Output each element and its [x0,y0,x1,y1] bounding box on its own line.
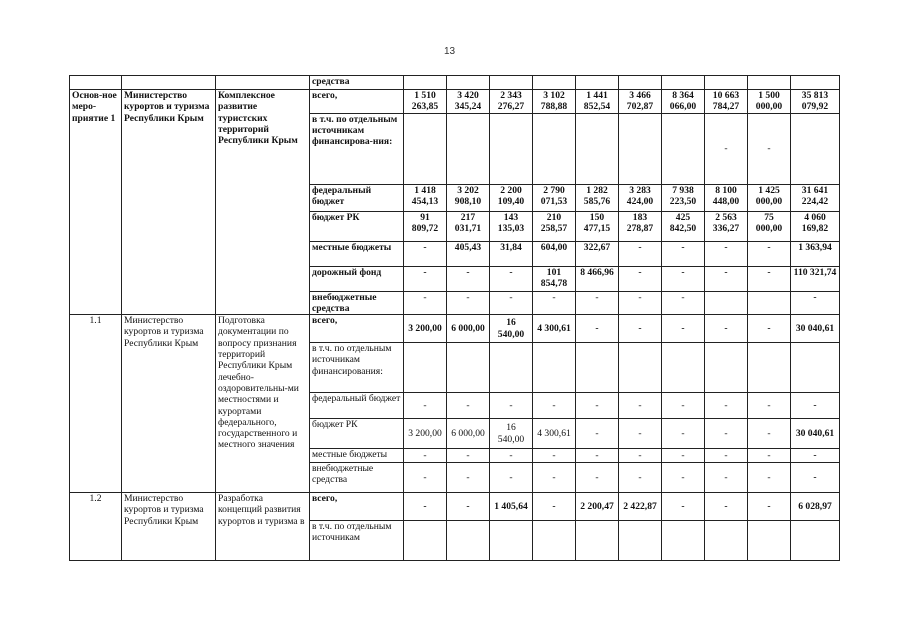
value-cell: - [748,113,791,184]
value-cell [533,521,576,561]
value-cell: - [490,266,533,291]
value-cell: - [447,291,490,315]
value-cell: - [791,291,840,315]
value-cell: - [533,463,576,493]
table-row-continuation [70,76,840,90]
value-cell: - [791,449,840,463]
value-cell [447,113,490,184]
value-cell: - [748,393,791,419]
value-cell: - [705,241,748,266]
value-cell: - [576,463,619,493]
value-cell: - [705,493,748,521]
value-cell: 2 563 336,27 [705,211,748,241]
measure-name: Подготовка документации по вопросу признания территорий Республики Крым лечебно-оздоровительны-ми местностями и курортами федерального, государственного и местного значения [216,315,310,493]
value-cell [619,113,662,184]
value-cell: - [705,463,748,493]
source-label: всего, [310,315,404,343]
value-cell: - [619,419,662,449]
value-cell: 150 477,15 [576,211,619,241]
value-cell: 425 842,50 [662,211,705,241]
value-cell [748,76,791,90]
source-label: местные бюджеты [310,449,404,463]
value-cell: - [619,241,662,266]
measure-name: Разработка концепций развития курортов и туризма в [216,493,310,561]
value-cell: 3 420 345,24 [447,90,490,114]
value-cell: 1 510 263,85 [404,90,447,114]
value-cell: - [705,419,748,449]
value-cell: - [662,463,705,493]
value-cell [748,521,791,561]
value-cell: 2 422,87 [619,493,662,521]
value-cell: - [404,393,447,419]
value-cell: 2 790 071,53 [533,184,576,211]
value-cell: 2 200 109,40 [490,184,533,211]
value-cell [490,113,533,184]
value-cell: 217 031,71 [447,211,490,241]
value-cell: 1 425 000,00 [748,184,791,211]
measure-executor: Министерство курортов и туризма Республики Крым [122,315,216,493]
value-cell [748,343,791,393]
value-cell [791,76,840,90]
value-cell [576,521,619,561]
value-cell [447,343,490,393]
source-label: внебюджетные средства [310,463,404,493]
source-label: внебюджетные средства [310,291,404,315]
value-cell: 1 441 852,54 [576,90,619,114]
value-cell: - [576,419,619,449]
value-cell: - [748,266,791,291]
value-cell: 31,84 [490,241,533,266]
value-cell [404,76,447,90]
value-cell [705,521,748,561]
value-cell: 4 060 169,82 [791,211,840,241]
value-cell: 322,67 [576,241,619,266]
source-label: всего, [310,90,404,114]
value-cell: 3 200,00 [404,315,447,343]
code-cell [70,76,122,90]
value-cell [533,113,576,184]
value-cell [619,521,662,561]
value-cell: 3 283 424,00 [619,184,662,211]
value-cell: - [576,315,619,343]
measure-name-cell [216,76,310,90]
value-cell: 31 641 224,42 [791,184,840,211]
value-cell: - [490,449,533,463]
value-cell: 1 282 585,76 [576,184,619,211]
value-cell [662,343,705,393]
value-cell: - [791,463,840,493]
value-cell: - [662,315,705,343]
value-cell [791,343,840,393]
source-label: дорожный фонд [310,266,404,291]
value-cell: - [748,493,791,521]
value-cell: 4 300,61 [533,419,576,449]
value-cell: - [662,291,705,315]
value-cell [748,291,791,315]
source-label: федеральный бюджет [310,393,404,419]
value-cell: - [705,266,748,291]
value-cell [705,291,748,315]
measure-code: Основ-ное меро-приятие 1 [70,90,122,315]
measure-code: 1.2 [70,493,122,561]
value-cell: - [576,449,619,463]
value-cell: 7 938 223,50 [662,184,705,211]
value-cell: - [748,315,791,343]
value-cell [533,76,576,90]
budget-table [69,75,840,561]
measure-code: 1.1 [70,315,122,493]
value-cell [447,521,490,561]
value-cell: - [705,315,748,343]
value-cell: 183 278,87 [619,211,662,241]
measure-name: Комплексное развитие туристских территорий Республики Крым [216,90,310,315]
value-cell: - [404,291,447,315]
value-cell [576,343,619,393]
value-cell: - [662,449,705,463]
value-cell: - [490,291,533,315]
value-cell: 8 466,96 [576,266,619,291]
value-cell: 3 200,00 [404,419,447,449]
value-cell [490,76,533,90]
value-cell: - [748,241,791,266]
value-cell [576,76,619,90]
value-cell [705,343,748,393]
value-cell: - [619,463,662,493]
value-cell: - [447,493,490,521]
value-cell: - [662,241,705,266]
value-cell: - [748,419,791,449]
table-row-m12-total [70,493,840,521]
table-row-m11-total [70,315,840,343]
value-cell: - [447,463,490,493]
value-cell: - [791,393,840,419]
value-cell [404,113,447,184]
value-cell: 2 343 276,27 [490,90,533,114]
source-label: бюджет РК [310,211,404,241]
value-cell: 210 258,57 [533,211,576,241]
value-cell: 30 040,61 [791,315,840,343]
value-cell: - [705,449,748,463]
value-cell: 3 202 908,10 [447,184,490,211]
value-cell: 10 663 784,27 [705,90,748,114]
value-cell: - [533,449,576,463]
source-label: бюджет РК [310,419,404,449]
value-cell [490,521,533,561]
value-cell: - [447,266,490,291]
value-cell: 1 500 000,00 [748,90,791,114]
value-cell: - [662,266,705,291]
measure-executor: Министерство курортов и туризма Республики Крым [122,90,216,315]
value-cell [662,76,705,90]
value-cell [662,113,705,184]
value-cell: - [619,291,662,315]
value-cell: - [748,449,791,463]
value-cell: 35 813 079,92 [791,90,840,114]
value-cell [791,113,840,184]
value-cell [490,343,533,393]
value-cell [447,76,490,90]
value-cell: 16 540,00 [490,315,533,343]
value-cell: - [705,393,748,419]
value-cell: 16 540,00 [490,419,533,449]
value-cell: 8 364 066,00 [662,90,705,114]
value-cell: 3 102 788,88 [533,90,576,114]
value-cell: 143 135,03 [490,211,533,241]
value-cell: - [662,419,705,449]
value-cell [662,521,705,561]
value-cell [404,343,447,393]
value-cell: - [533,291,576,315]
value-cell: - [705,113,748,184]
source-label: средства [310,76,404,90]
value-cell [533,343,576,393]
value-cell [705,76,748,90]
source-label: всего, [310,493,404,521]
value-cell: 91 809,72 [404,211,447,241]
value-cell: - [619,449,662,463]
value-cell: - [447,393,490,419]
value-cell: 6 000,00 [447,419,490,449]
value-cell: 3 466 702,87 [619,90,662,114]
value-cell: - [404,463,447,493]
value-cell [576,113,619,184]
value-cell: - [576,291,619,315]
value-cell: 30 040,61 [791,419,840,449]
value-cell: - [490,393,533,419]
value-cell: - [404,493,447,521]
value-cell [791,521,840,561]
value-cell: - [619,266,662,291]
table-row-m1-total [70,90,840,114]
value-cell: 4 300,61 [533,315,576,343]
value-cell: 6 028,97 [791,493,840,521]
value-cell: 6 000,00 [447,315,490,343]
value-cell: 1 363,94 [791,241,840,266]
value-cell: - [447,449,490,463]
source-label: в т.ч. по отдельным источникам финансирования: [310,343,404,393]
value-cell [619,343,662,393]
executor-cell [122,76,216,90]
page-number: 13 [443,46,456,57]
source-label: в т.ч. по отдельным источникам финансирова-ния: [310,113,404,184]
value-cell: - [533,493,576,521]
value-cell: - [619,315,662,343]
value-cell: - [533,393,576,419]
value-cell: 8 100 448,00 [705,184,748,211]
value-cell: - [748,463,791,493]
value-cell [619,76,662,90]
value-cell: - [662,393,705,419]
value-cell: - [404,449,447,463]
value-cell: 405,43 [447,241,490,266]
value-cell: 604,00 [533,241,576,266]
value-cell: 75 000,00 [748,211,791,241]
value-cell [404,521,447,561]
source-label: местные бюджеты [310,241,404,266]
value-cell: - [404,266,447,291]
value-cell: 1 418 454,13 [404,184,447,211]
value-cell: - [662,493,705,521]
value-cell: 101 854,78 [533,266,576,291]
value-cell: - [619,393,662,419]
value-cell: 1 405,64 [490,493,533,521]
value-cell: 110 321,74 [791,266,840,291]
budget-table-body [70,76,840,561]
value-cell: - [404,241,447,266]
source-label: федеральный бюджет [310,184,404,211]
value-cell: - [576,393,619,419]
value-cell: 2 200,47 [576,493,619,521]
source-label: в т.ч. по отдельным источникам [310,521,404,561]
measure-executor: Министерство курортов и туризма Республики Крым [122,493,216,561]
value-cell: - [490,463,533,493]
